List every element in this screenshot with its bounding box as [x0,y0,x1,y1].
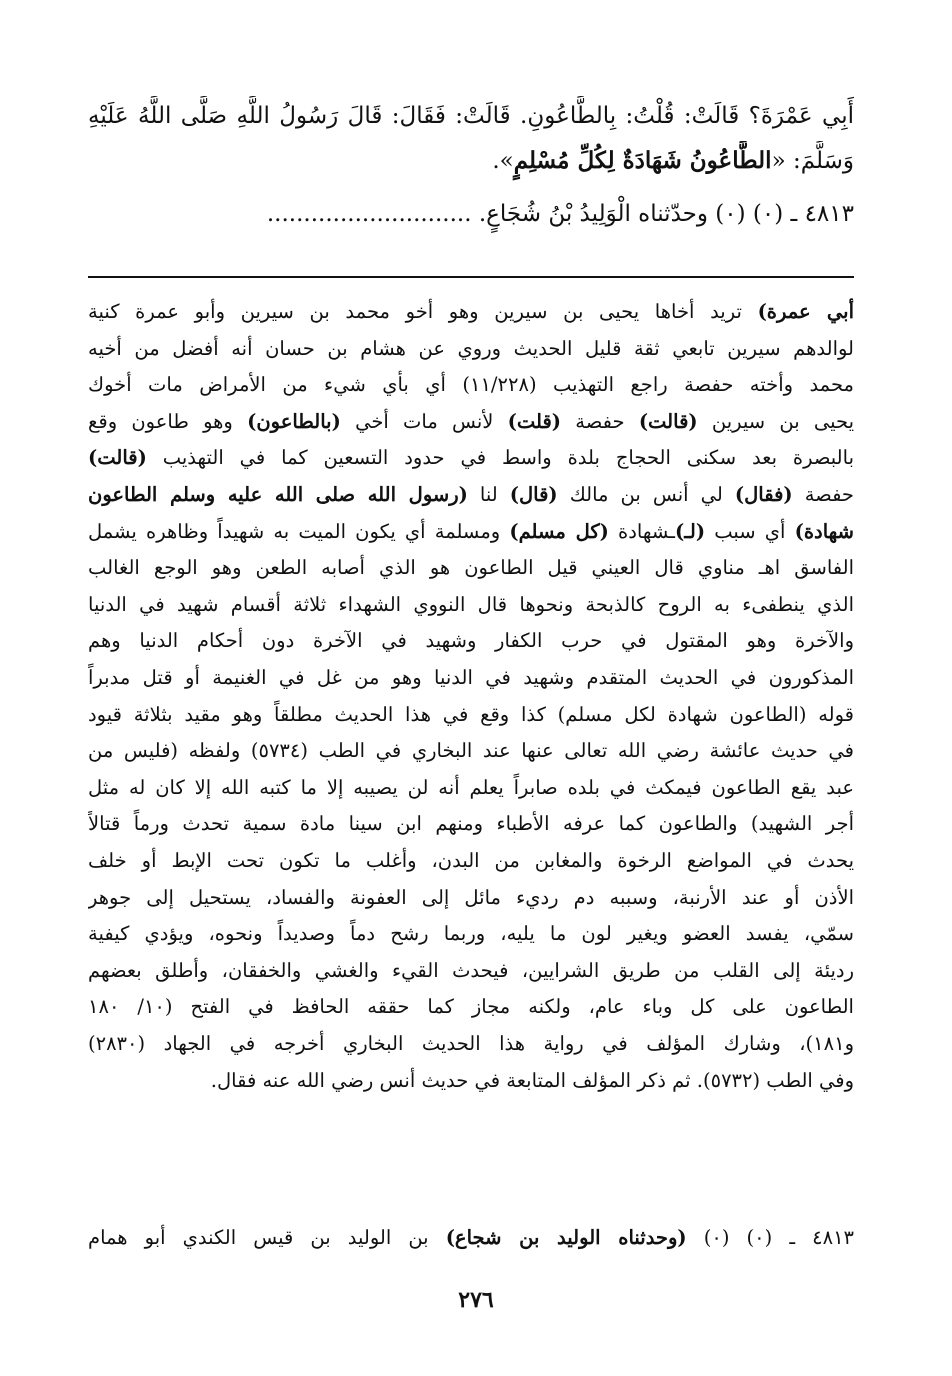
commentary-line [88,623,854,659]
commentary-segment: رديئة إلى القلب من طريق الشرايين، فيحدث القيء والغشي والخفقان، وأطلق بعضهم [88,959,854,982]
commentary-line [88,697,854,733]
commentary-segment: حفصة [792,483,854,506]
commentary-segment: أجر الشهيد) والطاعون كما عرفه الأطباء ومنهم ابن سينا مادة سمية تحدث ورماً قتالاً [88,812,854,835]
commentary-line [88,953,854,989]
commentary-line [88,1063,854,1099]
commentary-bold-segment: (وحدثناه الوليد بن شجاع) [445,1226,687,1249]
commentary-segment: الطاعون على كل وباء عام، ولكنه مجاز كما حققه الحافظ في الفتح (١٠/ ١٨٠ [88,995,854,1018]
commentary-line [88,477,854,513]
hadith-chain-line: ٤٨١٣ ـ (٠) (٠) وحدّثناه الْوَلِيدُ بْنُ شُجَاعٍ. ............................ [266,201,854,227]
commentary-segment: وهو طاعون وقع [88,410,248,433]
commentary-bold-segment: (فقال) [734,483,793,506]
commentary-line [88,440,854,476]
commentary-segment: ـشهادة [608,520,675,543]
commentary-line [88,404,854,440]
commentary-segment: لنا [467,483,510,506]
commentary-segment: يحدث في المواضع الرخوة والمغابن من البدن، وأغلب ما تكون تحت الإبط أو خلف [88,849,854,872]
commentary-line [88,514,854,550]
commentary-segment: و١٨١)، وشارك المؤلف في رواية هذا الحديث البخاري أخرجه في الجهاد (٢٨٣٠) [88,1032,854,1055]
commentary-segment: محمد وأخته حفصة راجع التهذيب (١١/٢٢٨) أي بأي شيء من الأمراض مات أخوك [88,373,854,396]
commentary-bold-segment: (بالطاعون) [247,410,341,433]
commentary-bold-segment: شهادة) [794,520,854,543]
hadith-quote: الطَّاعُونُ شَهَادَةٌ لِكُلِّ مُسْلِمٍ [513,147,772,174]
commentary-segment: عبد يقع الطاعون فيمكث في بلده صابراً يعلم أنه لن يصيبه إلا ما كتبه الله إلا كان له مثل [88,776,854,799]
commentary-segment: لي أنس بن مالك [557,483,735,506]
commentary-line [88,770,854,806]
commentary-bold-segment: (قلت) [507,410,562,433]
commentary-line [88,550,854,586]
commentary-segment: سمّي، يفسد العضو ويغير لون ما يليه، وربما رشح دماً وصديداً ونحوه، ويؤدي كيفية [88,922,854,945]
hadith-line-1: أَبِي عَمْرَةَ؟ قَالَتْ: قُلْتُ: بِالطَّاعُونِ. قَالَتْ: فَقَالَ: قَالَ رَسُولُ اللَّهِ صَلَّى اللَّهُ عَلَيْهِ [88,103,854,129]
commentary-bold-segment: (لـ) [674,520,706,543]
commentary-segment: قوله (الطاعون شهادة لكل مسلم) كذا وقع في هذا الحديث مطلقاً وهو مقيد بثلاثة قيود [88,703,854,726]
commentary-segment: يحيى بن سيرين [697,410,854,433]
commentary-line [88,294,854,330]
commentary-segment: حفصة [561,410,639,433]
commentary-line [88,1220,854,1256]
commentary-segment: الذي ينطفىء به الروح كالذبحة ونحوها قال النووي الشهداء ثلاثة أقسام شهيد في الدنيا [88,593,854,616]
commentary-segment: بن الوليد بن قيس الكندي أبو همام [88,1226,446,1249]
commentary-line [88,1026,854,1062]
commentary-segment: المذكورون في الحديث المتقدم وشهيد في الدنيا وهو من غل في الغنيمة أو قتل مدبراً [88,666,854,689]
commentary-line [88,660,854,696]
commentary-segment: أي سبب [705,520,795,543]
commentary-segment: والآخرة وهو المقتول في حرب الكفار وشهيد في الآخرة دون أحكام الدنيا وهم [88,629,854,652]
commentary-line [88,587,854,623]
commentary-line [88,806,854,842]
commentary-segment: الفاسق اهـ مناوي قال العيني قيل الطاعون هو الذي أصابه الطعن وهو الوجع الغالب [88,556,854,579]
commentary-line [88,843,854,879]
commentary-segment: ٤٨١٣ ـ (٠) (٠) [686,1226,854,1249]
commentary-segment: ومسلمة أي يكون الميت به شهيداً وظاهره يشمل [88,520,510,543]
commentary-bold-segment: (قالت) [88,446,147,469]
commentary-line [88,331,854,367]
commentary-bold-segment: (قال) [509,483,558,506]
hadith-line-2 [88,141,854,181]
commentary-line [88,880,854,916]
commentary-line [88,916,854,952]
commentary-segment: وفي الطب (٥٧٣٢). ثم ذكر المؤلف المتابعة في حديث أنس رضي الله عنه فقال. [210,1069,854,1092]
commentary-segment: الأذن أو عند الأرنبة، وسببه دم رديء مائل إلى العفونة والفساد، يستحيل إلى جوهر [88,886,854,909]
commentary-segment: لوالدهم سيرين تابعي ثقة قليل الحديث وروي عن هشام بن حسان أنه أفضل من أخيه [88,337,854,360]
commentary-line [88,367,854,403]
commentary-bold-segment: أبي عمرة) [757,300,854,323]
commentary-line [88,733,854,769]
commentary-bold-segment: (قالت) [638,410,698,433]
commentary-segment: في حديث عائشة رضي الله تعالى عنها عند البخاري في الطب (٥٧٣٤) ولفظه (فليس من [88,739,854,762]
commentary-segment: تريد أخاها يحيى بن سيرين وهو أخو محمد بن سيرين وأبو عمرة كنية [88,300,758,323]
footnote-divider [88,276,854,278]
commentary-segment: بالبصرة بعد سكنى الحجاج بلدة واسط في حدود التسعين كما في التهذيب [146,446,854,469]
commentary-bold-segment: (رسول الله صلى الله عليه وسلم الطاعون [88,483,468,506]
page-number: ٢٧٦ [458,1287,494,1313]
commentary-segment: لأنس مات أخي [340,410,508,433]
hadith-line-2-start: وَسَلَّمَ: « [771,148,854,174]
commentary-line [88,989,854,1025]
commentary-bold-segment: (كل مسلم) [509,520,609,543]
hadith-line-2-end: ». [492,148,514,174]
